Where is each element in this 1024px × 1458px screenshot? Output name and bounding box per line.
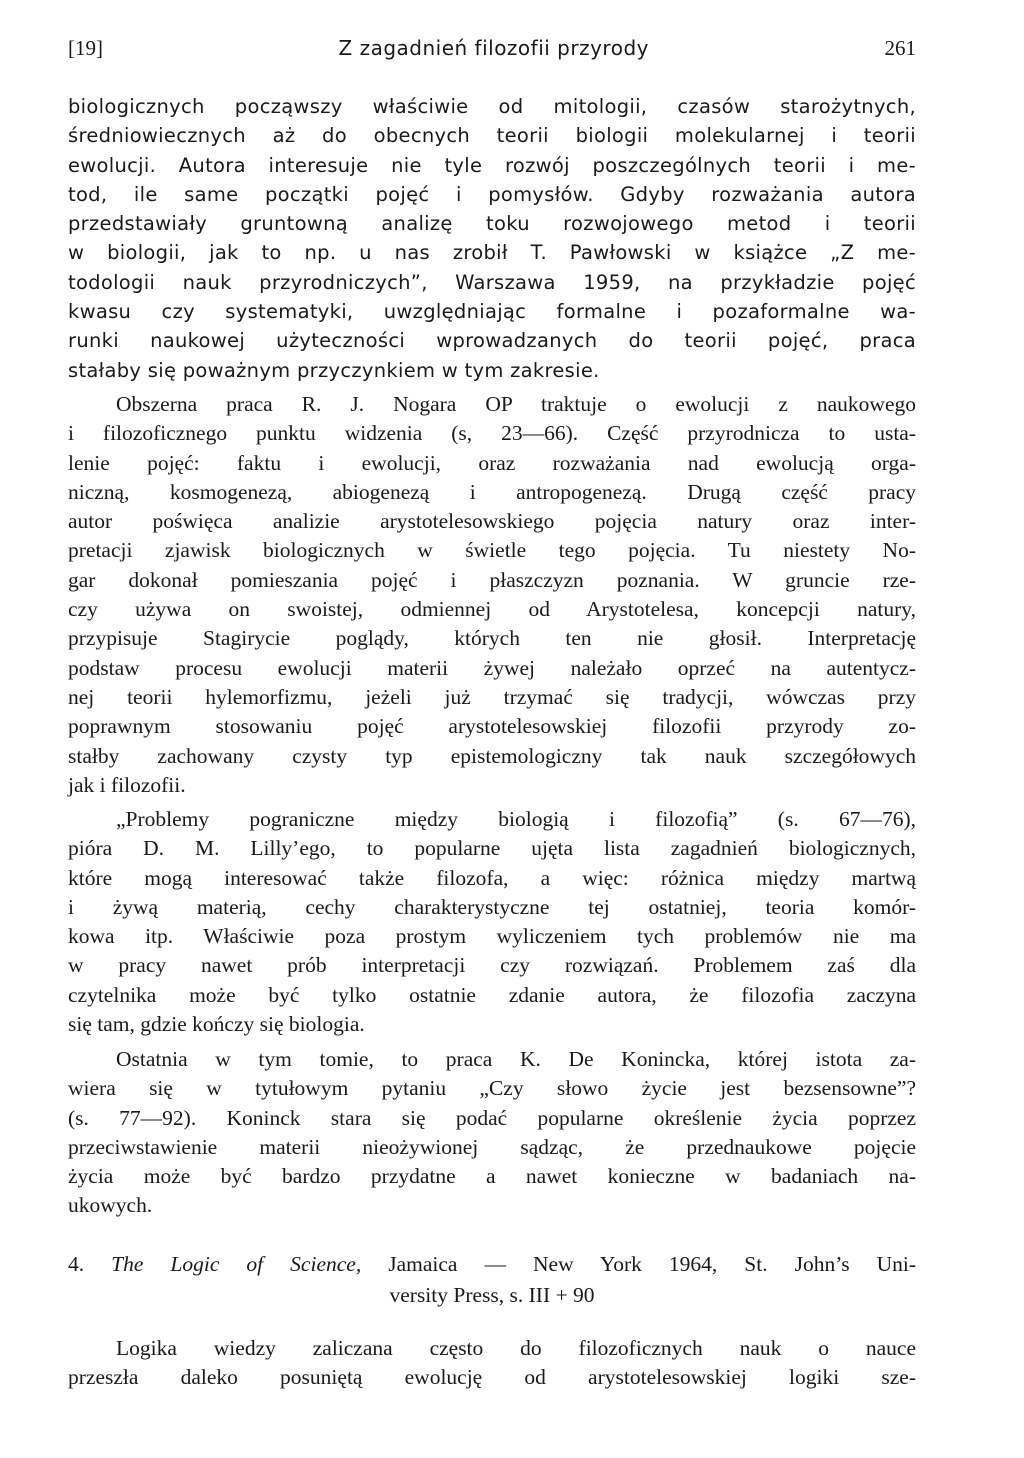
section-number: [19]: [68, 36, 103, 60]
text-line: przeciwstawienie materii nieożywionej sądząc, że przednaukowe pojęcie: [68, 1134, 916, 1159]
text-line: i żywą materią, cechy charakterystyczne tej ostatniej, teoria komór-: [68, 894, 916, 919]
text-line: nej teorii hylemorfizmu, jeżeli już trzymać się tradycji, wówczas przy: [68, 684, 916, 709]
text-line: wiera się w tytułowym pytaniu „Czy słowo życie jest bezsensowne”?: [68, 1076, 916, 1101]
text-line: todologii nauk przyrodniczych”, Warszawa 1959, na przykładzie pojęć: [68, 270, 916, 294]
paragraph-1: [68, 92, 916, 385]
text-line: Ostatnia w tym tomie, to praca K. De Konincka, której istota za-: [116, 1047, 916, 1071]
text-line: kowa itp. Właściwie poza prostym wyliczeniem tych problemów nie ma: [68, 924, 916, 949]
text-line: pióra D. M. Lilly’ego, to popularne ujęta lista zagadnień biologicznych,: [68, 836, 916, 861]
text-line: które mogą interesować także filozofa, a więc: różnica między martwą: [68, 865, 916, 890]
text-line: się tam, gdzie kończy się biologia.: [68, 1012, 365, 1037]
text-line: kwasu czy systematyki, uwzględniając formalne i pozaformalne wa-: [68, 300, 916, 324]
reference-line-1: [68, 1249, 916, 1280]
reference-number: 4.: [68, 1252, 85, 1276]
text-line: w biologii, jak to np. u nas zrobił T. Pawłowski w książce „Z me-: [68, 241, 916, 265]
paragraph-5: [68, 1332, 916, 1391]
page-number: 261: [884, 36, 916, 60]
text-line: czytelnika może być tylko ostatnie zdanie autora, że filozofia zaczyna: [68, 982, 916, 1007]
text-line: przeszła daleko posuniętą ewolucję od arystotelesowskiej logiki sze-: [68, 1365, 916, 1390]
paragraph-2: [68, 390, 916, 800]
text-line: niczną, kosmogenezą, abiogenezą i antropogenezą. Drugą część pracy: [68, 479, 916, 504]
text-line: Logika wiedzy zaliczana często do filozoficznych nauk o nauce: [116, 1336, 916, 1360]
text-line: podstaw procesu ewolucji materii żywej należało oprzeć na autentycz-: [68, 655, 916, 680]
reference-publication: Jamaica — New York 1964, St. John’s Uni-: [388, 1252, 917, 1276]
running-title: Z zagadnień filozofii przyrody: [338, 36, 649, 60]
text-line: stałby zachowany czysty typ epistemologiczny tak nauk szczegółowych: [68, 743, 916, 768]
text-line: gar dokonał pomieszania pojęć i płaszczyzn poznania. W gruncie rze-: [68, 567, 916, 592]
text-line: autor poświęca analizie arystotelesowskiego pojęcia natury oraz inter-: [68, 509, 916, 534]
text-line: (s. 77—92). Koninck stara się podać popularne określenie życia poprzez: [68, 1105, 916, 1130]
text-line: przypisuje Stagirycie poglądy, których ten nie głosił. Interpretację: [68, 626, 916, 651]
text-line: czy używa on swoistej, odmiennej od Arystotelesa, koncepcji natury,: [68, 597, 916, 622]
page-header: [68, 36, 916, 66]
text-line: poprawnym stosowaniu pojęć arystotelesowskiej filozofii przyrody zo-: [68, 714, 916, 739]
text-line: życia może być bardzo przydatne a nawet konieczne w badaniach na-: [68, 1164, 916, 1189]
text-line: biologicznych począwszy właściwie od mitologii, czasów starożytnych,: [68, 95, 916, 118]
text-line: ewolucji. Autora interesuje nie tyle rozwój poszczególnych teorii i me-: [68, 153, 916, 177]
text-line: przedstawiały gruntowną analizę toku rozwojowego metod i teorii: [68, 212, 916, 236]
text-line: lenie pojęć: faktu i ewolucji, oraz rozważania nad ewolucją orga-: [68, 450, 916, 475]
text-line: stałaby się poważnym przyczynkiem w tym zakresie.: [68, 358, 600, 382]
reference-line-2: versity Press, s. III + 90: [389, 1283, 595, 1307]
text-line: pretacji zjawisk biologicznych w świetle tego pojęcia. Tu niestety No-: [68, 538, 916, 563]
text-line: ukowych.: [68, 1193, 153, 1218]
bibliographic-reference: [68, 1249, 916, 1311]
text-line: „Problemy pograniczne między biologią i filozofią” (s. 67—76),: [116, 807, 916, 831]
reference-title: The Logic of Science,: [111, 1252, 362, 1276]
text-line: średniowiecznych aż do obecnych teorii biologii molekularnej i teorii: [68, 124, 916, 148]
text-line: i filozoficznego punktu widzenia (s, 23—66). Część przyrodnicza to usta-: [68, 421, 916, 446]
text-line: Obszerna praca R. J. Nogara OP traktuje o ewolucji z naukowego: [116, 392, 916, 416]
text-line: w pracy nawet prób interpretacji czy rozwiązań. Problemem zaś dla: [68, 953, 916, 978]
text-line: runki naukowej użyteczności wprowadzanych do teorii pojęć, praca: [68, 329, 916, 353]
text-line: tod, ile same początki pojęć i pomysłów. Gdyby rozważania autora: [68, 182, 916, 206]
paragraph-4: [68, 1045, 916, 1221]
paragraph-3: [68, 805, 916, 1039]
text-line: jak i filozofii.: [68, 772, 186, 797]
